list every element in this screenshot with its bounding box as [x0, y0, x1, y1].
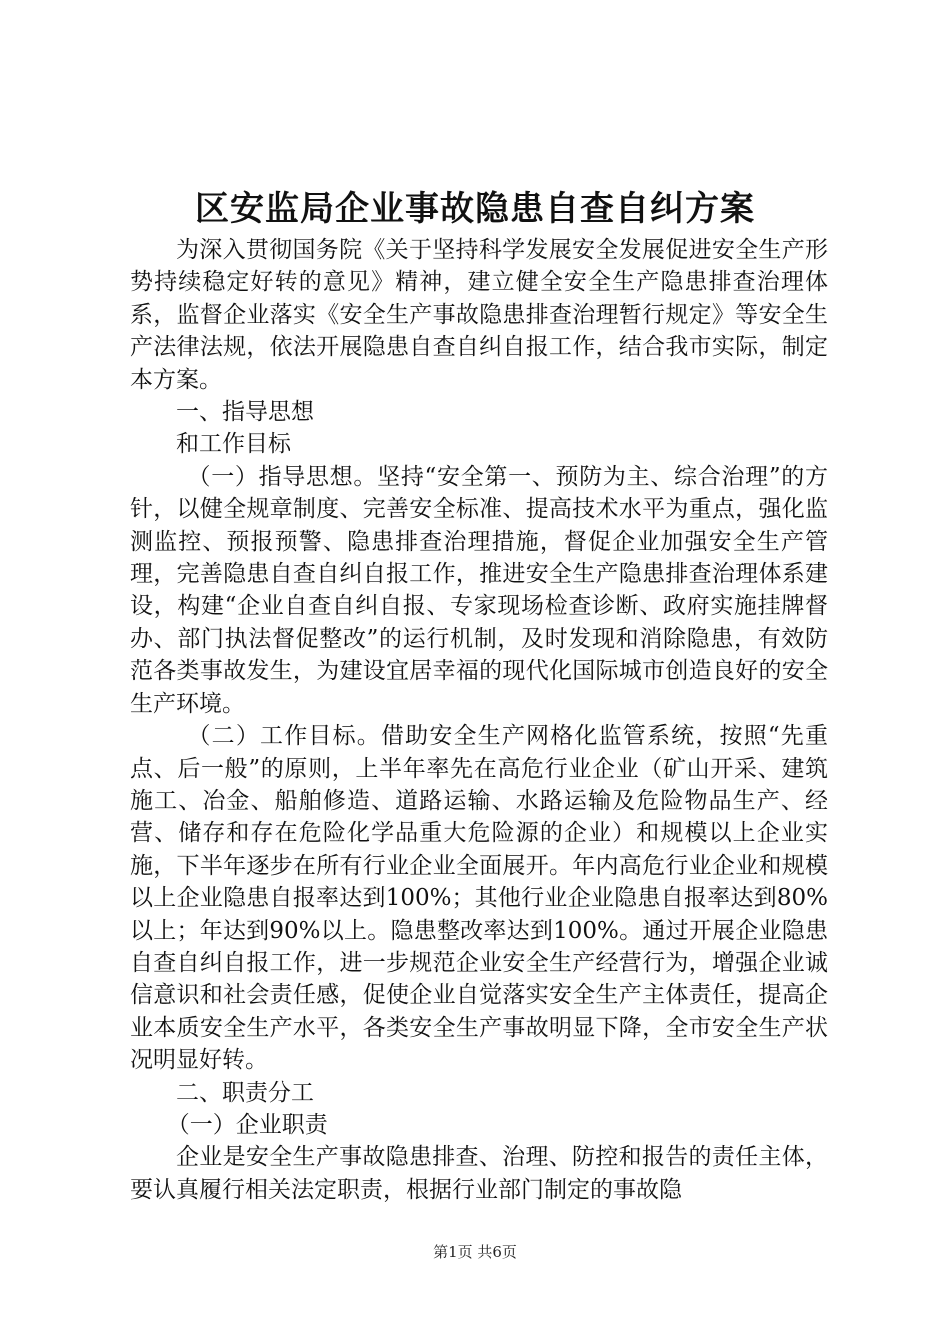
- document-title: 区安监局企业事故隐患自查自纠方案: [195, 189, 755, 229]
- section-heading-responsibilities: 二、职责分工: [176, 1079, 314, 1106]
- subsection-heading-enterprise: （一）企业职责: [166, 1111, 328, 1138]
- document-body: [130, 234, 828, 1206]
- section-heading-guiding-thought: 一、指导思想: [176, 399, 314, 426]
- guiding-thought-paragraph: （一）指导思想。坚持“安全第一、预防为主、综合治理”的方针，以健全规章制度、完善安全标准、提高技术水平为重点，强化监测监控、预报预警、隐患排查治理措施，督促企业加强安全生产管理，完善隐患自查自纠自报工作，推进安全生产隐患排查治理体系建设，构建“企业自查自纠自报、专家现场检查诊断、政府实施挂牌督办、部门执法督促整改”的运行机制，及时发现和消除隐患，有效防范各类事故发生，为建设宜居幸福的现代化国际城市创造良好的安全生产环境。: [130, 463, 828, 717]
- section-heading-continuation: 和工作目标: [176, 431, 291, 458]
- intro-paragraph: 为深入贯彻国务院《关于坚持科学发展安全发展促进安全生产形势持续稳定好转的意见》精神，建立健全安全生产隐患排查治理体系，监督企业落实《安全生产事故隐患排查治理暂行规定》等安全生产法律法规，依法开展隐患自查自纠自报工作，结合我市实际，制定本方案。: [130, 237, 828, 393]
- enterprise-duty-paragraph: 企业是安全生产事故隐患排查、治理、防控和报告的责任主体，要认真履行相关法定职责，根据行业部门制定的事故隐: [130, 1144, 828, 1203]
- page-footer: 第1页 共6页: [433, 1243, 517, 1261]
- work-goal-paragraph: （二）工作目标。借助安全生产网格化监管系统，按照“先重点、后一般”的原则，上半年率先在高危行业企业（矿山开采、建筑施工、冶金、船舶修造、道路运输、水路运输及危险物品生产、经营、储存和存在危险化学品重大危险源的企业）和规模以上企业实施，下半年逐步在所有行业企业全面展开。年内高危行业企业和规模以上企业隐患自报率达到100%；其他行业企业隐患自报率达到80%以上；年达到90%以上。隐患整改率达到100%。通过开展企业隐患自查自纠自报工作，进一步规范企业安全生产经营行为，增强企业诚信意识和社会责任感，促使企业自觉落实安全生产主体责任，提高企业本质安全生产水平，各类安全生产事故明显下降，全市安全生产状况明显好转。: [130, 723, 828, 1074]
